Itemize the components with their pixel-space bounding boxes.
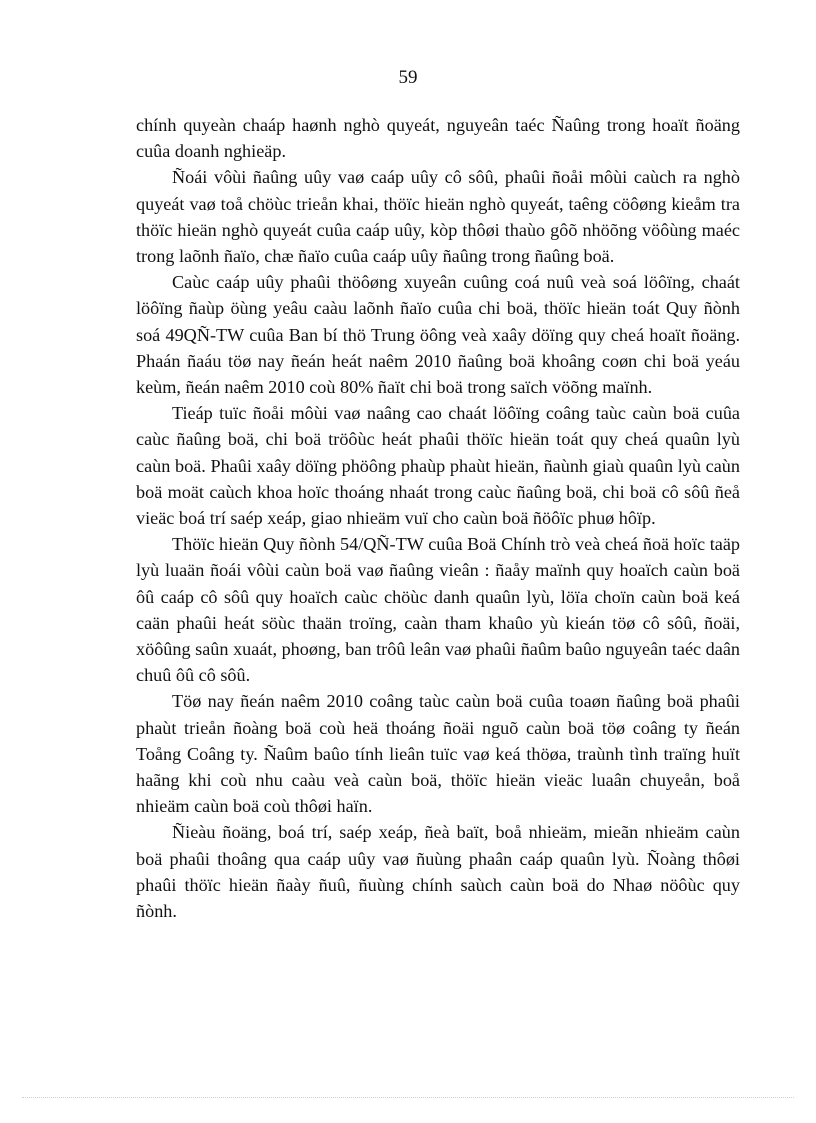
paragraph-3: Caùc caáp uûy phaûi thöôøng xuyeân cuûng coá nuû veà soá löôïng, chaát löôïng ñaùp öùng yeâu caàu laõnh ñaïo cuûa chi boä, thöïc hieän toát Quy ñònh soá 49QÑ-TW cuûa Ban bí thö Trung öông veà xaây döïng quy cheá hoaït ñoäng. Phaán ñaáu töø nay ñeán heát naêm 2010 ñaûng boä khoâng coøn chi boä yeáu keùm, ñeán naêm 2010 coù 80% ñaït chi boä trong saïch vöõng maïnh. [136,272,740,398]
paragraph-5: Thöïc hieän Quy ñònh 54/QÑ-TW cuûa Boä Chính trò veà cheá ñoä hoïc taäp lyù luaän ñoái vôùi caùn boä vaø ñaûng vieân : ñaåy maïnh quy hoaïch caùn boä ôû caáp cô sôû quy hoaïch caùc chöùc danh quaûn lyù, löïa choïn caùn boä keá caän phaûi heát söùc thaän troïng, caàn tham khaûo yù kieán töø cô sôû, ñoäi, xöôûng saûn xuaát, phoøng, ban trôû leân vaø phaûi ñaûm baûo nguyeân taéc daân chuû ôû cô sôû. [136,534,740,686]
paragraph-4: Tieáp tuïc ñoåi môùi vaø naâng cao chaát löôïng coâng taùc caùn boä cuûa caùc ñaûng boä, chi boä tröôùc heát phaûi thöïc hieän toát quy cheá quaûn lyù caùn boä. Phaûi xaây döïng phöông phaùp phaùt hieän, ñaùnh giaù quaûn lyù caùn boä moät caùch khoa hoïc thoáng nhaát trong caùc ñaûng boä, chi boä cô sôû ñeå vieäc boá trí saép xeáp, giao nhieäm vuï cho caùn boä ñöôïc phuø hôïp. [136,403,740,529]
page-bottom-divider [22,1097,794,1098]
paragraph-1: chính quyeàn chaáp haønh nghò quyeát, nguyeân taéc Ñaûng trong hoaït ñoäng cuûa doanh nghieäp. [136,115,740,162]
body-text [136,112,740,924]
paragraph-2: Ñoái vôùi ñaûng uûy vaø caáp uûy cô sôû, phaûi ñoåi môùi caùch ra nghò quyeát vaø toå chöùc trieån khai, thöïc hieän nghò quyeát, taêng cöôøng kieåm tra thöïc hieän nghò quyeát cuûa caáp uûy, kòp thôøi thaùo gôõ nhöõng vöôùng maéc trong laõnh ñaïo, chæ ñaïo cuûa caáp uûy ñaûng trong ñaûng boä. [136,167,740,267]
page-number: 59 [398,67,418,88]
paragraph-6: Töø nay ñeán naêm 2010 coâng taùc caùn boä cuûa toaøn ñaûng boä phaûi phaùt trieån ñoàng boä coù heä thoáng ñoäi nguõ caùn boä töø coâng ty ñeán Toång Coâng ty. Ñaûm baûo tính lieân tuïc vaø keá thöøa, traùnh tình traïng huït haãng khi coù nhu caàu veà caùn boä, thöïc hieän vieäc luaân chuyeån, boå nhieäm caùn boä coù thôøi haïn. [136,691,740,817]
paragraph-7: Ñieàu ñoäng, boá trí, saép xeáp, ñeà baït, boå nhieäm, mieãn nhieäm caùn boä phaûi thoâng qua caáp uûy vaø ñuùng phaân caáp quaûn lyù. Ñoàng thôøi phaûi thöïc hieän ñaày ñuû, ñuùng chính saùch caùn boä do Nhaø nöôùc quy ñònh. [136,822,740,922]
